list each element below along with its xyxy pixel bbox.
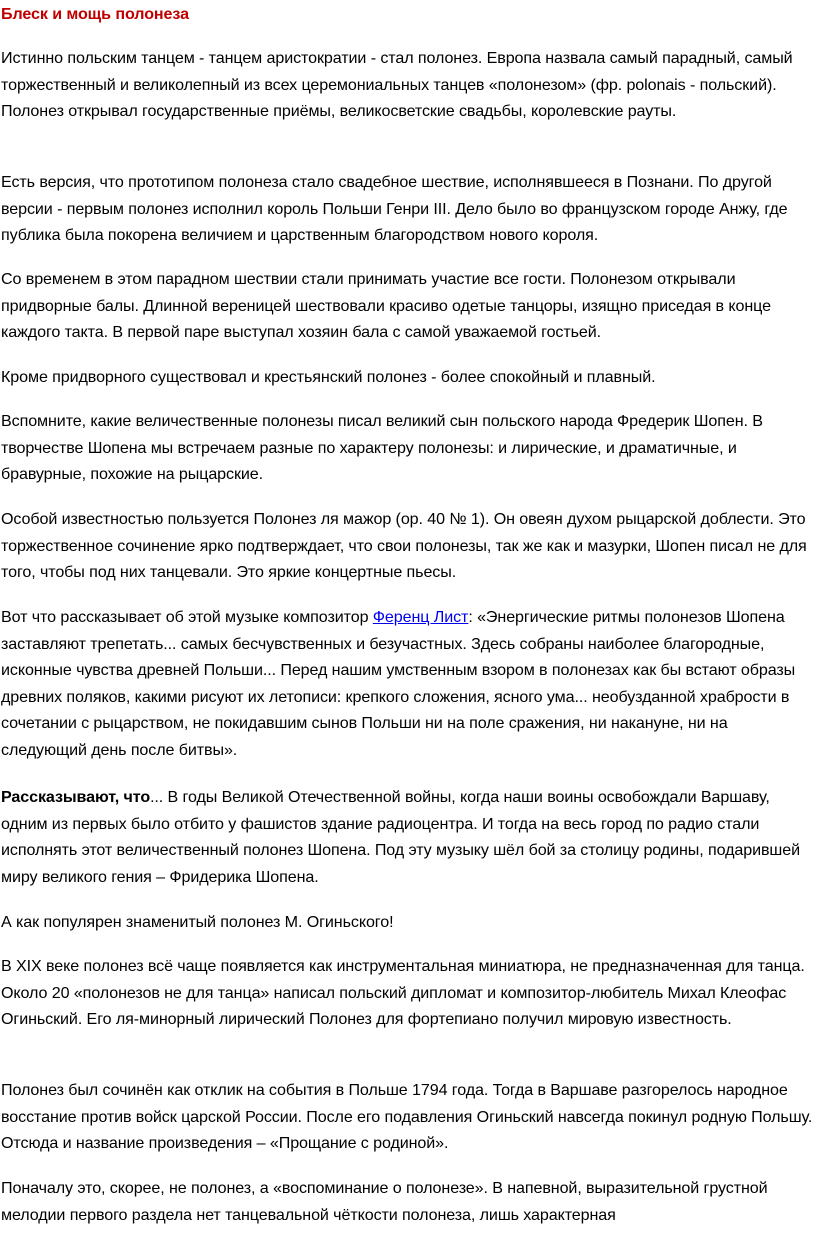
paragraph-9: А как популярен знаменитый полонез М. Огиньского! (1, 913, 394, 931)
paragraph-8-lead: Рассказывают, что (1, 788, 151, 806)
paragraph-10: В XIX веке полонез всё чаще появляется как инструментальная миниатюра, не предназначенная для танца. Около 20 «полонезов не для танца» написал польский дипломат и композитор-любитель Михал Клеофас Огиньский. Его ля-минорный лирический Полонез для фортепиано получил мировую известность. (1, 957, 805, 1029)
liszt-link[interactable]: Ференц Лист (372, 608, 469, 626)
paragraph-2: Есть версия, что прототипом полонеза стало свадебное шествие, исполнявшееся в Познани. По другой версии - первым полонез исполнил король Польши Генри III. Дело было во французском городе Анжу, где публика была покорена величием и царственным благородством нового короля. (1, 173, 788, 245)
paragraph-7-quote: : «Энергические ритмы полонезов Шопена заставляют трепетать... самых бесчувственных и безучастных. Здесь собраны наиболее благородные, исконные чувства древней Польши... Перед нашим умственным взором в полонезах как бы встают образы древних поляков, какими рисуют их летописи: крепкого сложения, ясного ума... необузданной храбрости в сочетании с рыцарством, не покидавшим сынов Польши ни на поле сражения, ни накануне, ни на следующий день после битвы». (1, 608, 796, 759)
paragraph-7-intro: Вот что рассказывает об этой музыке композитор (1, 608, 373, 626)
paragraph-5: Вспомните, какие величественные полонезы писал великий сын польского народа Фредерик Шопен. В творчестве Шопена мы встречаем разные по характеру полонезы: и лирические, и драматичные, и бравурные, похожие на рыцарские. (1, 412, 763, 484)
paragraph-11: Полонез был сочинён как отклик на события в Польше 1794 года. Тогда в Варшаве разгорелось народное восстание против войск царской России. После его подавления Огиньский навсегда покинул родную Польшу. Отсюда и название произведения – «Прощание с родиной». (1, 1081, 813, 1153)
paragraph-3: Со временем в этом парадном шествии стали принимать участие все гости. Полонезом открывали придворные балы. Длинной вереницей шествовали красиво одетые танцоры, изящно приседая в конце каждого такта. В первой паре выступал хозяин бала с самой уважаемой гостьей. (1, 270, 771, 342)
paragraph-7 (1, 604, 815, 764)
paragraph-12: Поначалу это, скорее, не полонез, а «воспоминание о полонезе». В напевной, выразительной грустной мелодии первого раздела нет танцевальной чёткости полонеза, лишь характерная (1, 1179, 768, 1224)
paragraph-1: Истинно польским танцем - танцем аристократии - стал полонез. Европа назвала самый парадный, самый торжественный и великолепный из всех церемониальных танцев «полонезом» (фр. polonais - польский). Полонез открывал государственные приёмы, великосветские свадьбы, королевские рауты. (1, 49, 793, 121)
paragraph-8 (1, 784, 815, 890)
paragraph-8-body: ... В годы Великой Отечественной войны, когда наши воины освобождали Варшаву, одним из первых было отбито у фашистов здание радиоцентра. И тогда на весь город по радио стали исполнять этот величественный полонез Шопена. Под эту музыку шёл бой за столицу родины, подарившей миру великого гения – Фридерика Шопена. (1, 788, 800, 886)
paragraph-6: Особой известностью пользуется Полонез ля мажор (ор. 40 № 1). Он овеян духом рыцарской доблести. Это торжественное сочинение ярко подтверждает, что свои полонезы, так же как и мазурки, Шопен писал не для того, чтобы под них танцевали. Это яркие концертные пьесы. (1, 510, 807, 582)
paragraph-4: Кроме придворного существовал и крестьянский полонез - более спокойный и плавный. (1, 368, 656, 386)
document-title: Блеск и мощь полонеза (1, 5, 189, 23)
